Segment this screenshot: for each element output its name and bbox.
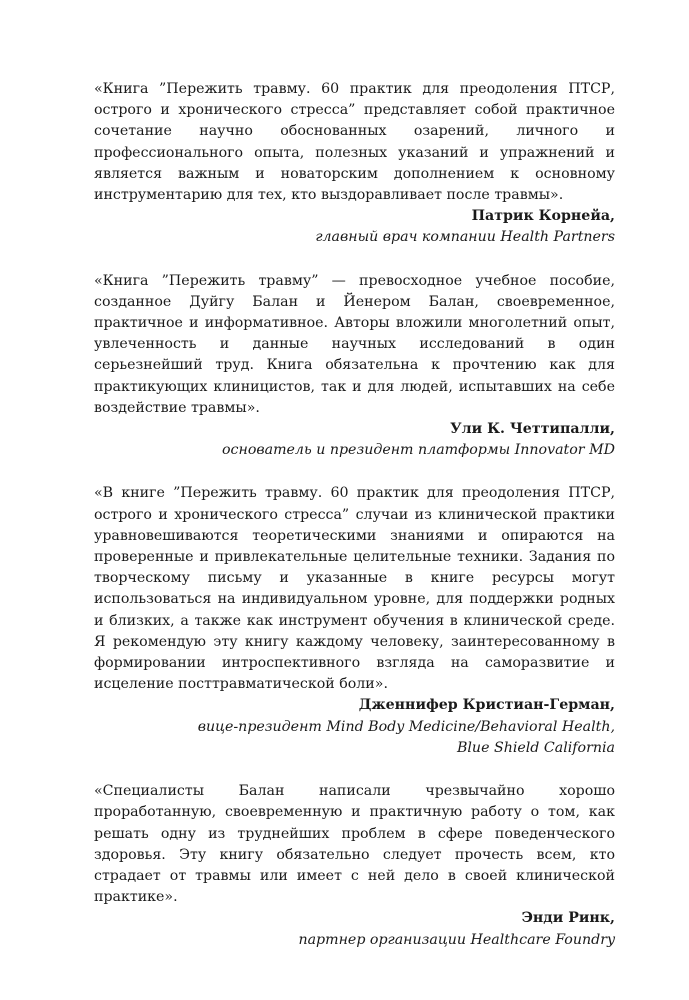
testimonial-block — [94, 271, 615, 462]
author-name: Патрик Корнейа, — [471, 208, 615, 225]
author-role: партнер организации Healthcare Foundry — [298, 931, 615, 948]
author-name: Дженнифер Кристиан-Герман, — [358, 697, 615, 714]
author-role: главный врач компании Health Partners — [315, 229, 615, 246]
testimonial-signature — [94, 695, 615, 759]
testimonial-block — [94, 79, 615, 249]
testimonial-quote: «Специалисты Балан написали чрезвычайно хорошо проработанную, своевременную и практичную работу о том, как решать одну из труднейших проблем в сфере поведенческого здоровья. Эту книгу обязательно следует прочесть всем, кто страдает от травмы или имеет с ней дело в своей клинической практике». — [94, 783, 615, 906]
testimonials-page — [94, 79, 615, 951]
author-role: Blue Shield California — [456, 739, 615, 756]
testimonial-quote: «В книге ”Пережить травму. 60 практик для преодоления ПТСР, острого и хронического стресса” случаи из клинической практики уравновешиваются теоретическими знаниями и опираются на проверенные и привлекательные целительные техники. Задания по творческому письму и указанные в книге ресурсы могут использоваться на индивидуальном уровне, для поддержки родных и близких, а также как инструмент обучения в клинической среде. Я рекомендую эту книгу каждому человеку, заинтересованному в формировании интроспективного взгляда на саморазвитие и исцеление посттравматической боли». — [94, 485, 615, 693]
testimonial-signature — [94, 206, 615, 248]
author-role: основатель и президент платформы Innovator MD — [221, 442, 615, 459]
testimonial-block — [94, 483, 615, 759]
author-name: Энди Ринк, — [521, 910, 615, 927]
testimonial-signature — [94, 908, 615, 950]
testimonial-quote: «Книга ”Пережить травму” — превосходное учебное пособие, созданное Дуйгу Балан и Йенером Балан, своевременное, практичное и информативное. Авторы вложили многолетний опыт, увлеченность и данные научных исследований в один серьезнейший труд. Книга обязательна к прочтению как для практикующих клиницистов, так и для людей, испытавших на себе воздействие травмы». — [94, 272, 615, 416]
testimonial-quote: «Книга ”Пережить травму. 60 практик для преодоления ПТСР, острого и хронического стресса” представляет собой практичное сочетание научно обоснованных озарений, личного и профессионального опыта, полезных указаний и упражнений и является важным и новаторским дополнением к основному инструментарию для тех, кто выздоравливает после травмы». — [94, 81, 615, 204]
testimonial-signature — [94, 419, 615, 461]
author-role: вице-президент Mind Body Medicine/Behavioral Health, — [197, 718, 615, 735]
author-name: Ули К. Четтипалли, — [450, 421, 615, 438]
testimonial-block — [94, 781, 615, 951]
